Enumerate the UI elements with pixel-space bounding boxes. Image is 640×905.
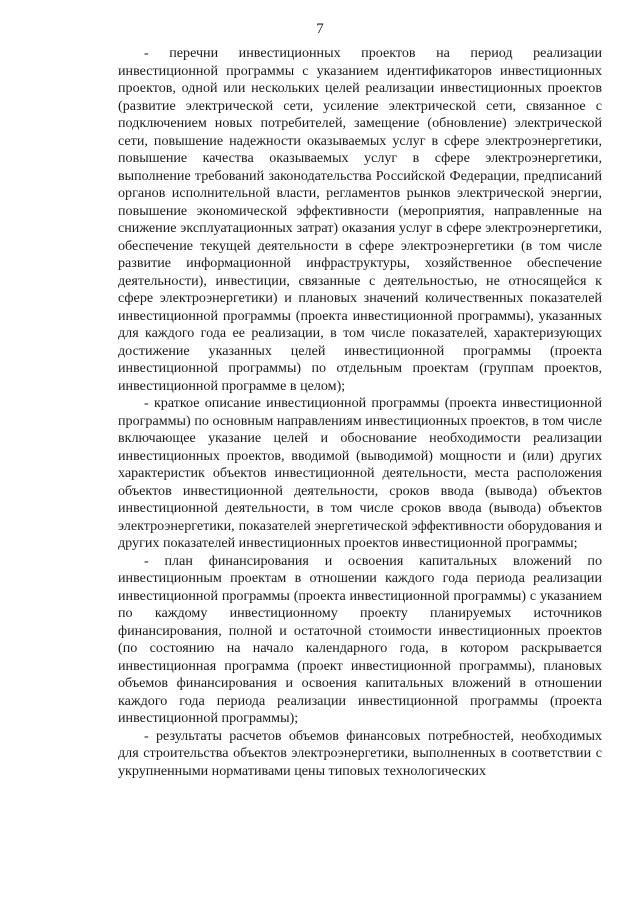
paragraph-program-description: - краткое описание инвестиционной программы (проекта инвестиционной программы) по основным направлениям инвестиционных проектов, в том числе включающее указание целей и обоснование необходимости реализации инвестиционных проектов, вводимой (выводимой) мощности и (или) других характеристик объектов инвестиционной деятельности, места расположения объектов инвестиционной деятельности, сроков ввода (вывода) объектов инвестиционной деятельности, в том числе сроков ввода (вывода) объектов электроэнергетики, показателей энергетической эффективности оборудования и других показателей инвестиционных проектов инвестиционной программы;: [118, 395, 602, 551]
page-number: 7: [316, 21, 324, 37]
paragraph-calculation-results: - результаты расчетов объемов финансовых потребностей, необходимых для строительства объектов электроэнергетики, выполненных в соответствии с укрупненными нормативами цены типовых технологических: [118, 727, 602, 779]
paragraph-financing-plan: - план финансирования и освоения капитальных вложений по инвестиционным проектам в отношении каждого года периода реализации инвестиционной программы (проекта инвестиционной программы) с указанием по каждому инвестиционному проекту планируемых источников финансирования, полной и остаточной стоимости инвестиционных проектов (по состоянию на начало календарного года, в котором раскрывается инвестиционная программа (проект инвестиционной программы), плановых объемов финансирования и освоения капитальных вложений в отношении каждого года периода реализации инвестиционной программы (проекта инвестиционной программы);: [118, 552, 602, 726]
paragraph-investment-project-lists: - перечни инвестиционных проектов на период реализации инвестиционной программы с указанием идентификаторов инвестиционных проектов, одной или нескольких целей реализации инвестиционных проектов (развитие электрической сети, усиление электрической сети, связанное с подключением новых потребителей, замещение (обновление) электрической сети, повышение надежности оказываемых услуг в сфере электроэнергетики, повышение качества оказываемых услуг в сфере электроэнергетики, выполнение требований законодательства Российской Федерации, предписаний органов исполнительной власти, регламентов рынков электрической энергии, повышение экономической эффективности (мероприятия, направленные на снижение эксплуатационных затрат) оказания услуг в сфере электроэнергетики, обеспечение текущей деятельности в сфере электроэнергетики (в том числе развитие информационной инфраструктуры, хозяйственное обеспечение деятельности), инвестиции, связанные с деятельностью, не относящейся к сфере электроэнергетики) и плановых значений количественных показателей инвестиционной программы (проекта инвестиционной программы), указанных для каждого года ее реализации, в том числе показателей, характеризующих достижение указанных целей инвестиционной программы (проекта инвестиционной программы) по отдельным проектам (группам проектов, инвестиционной программе в целом);: [118, 45, 602, 394]
document-body: [118, 45, 602, 780]
